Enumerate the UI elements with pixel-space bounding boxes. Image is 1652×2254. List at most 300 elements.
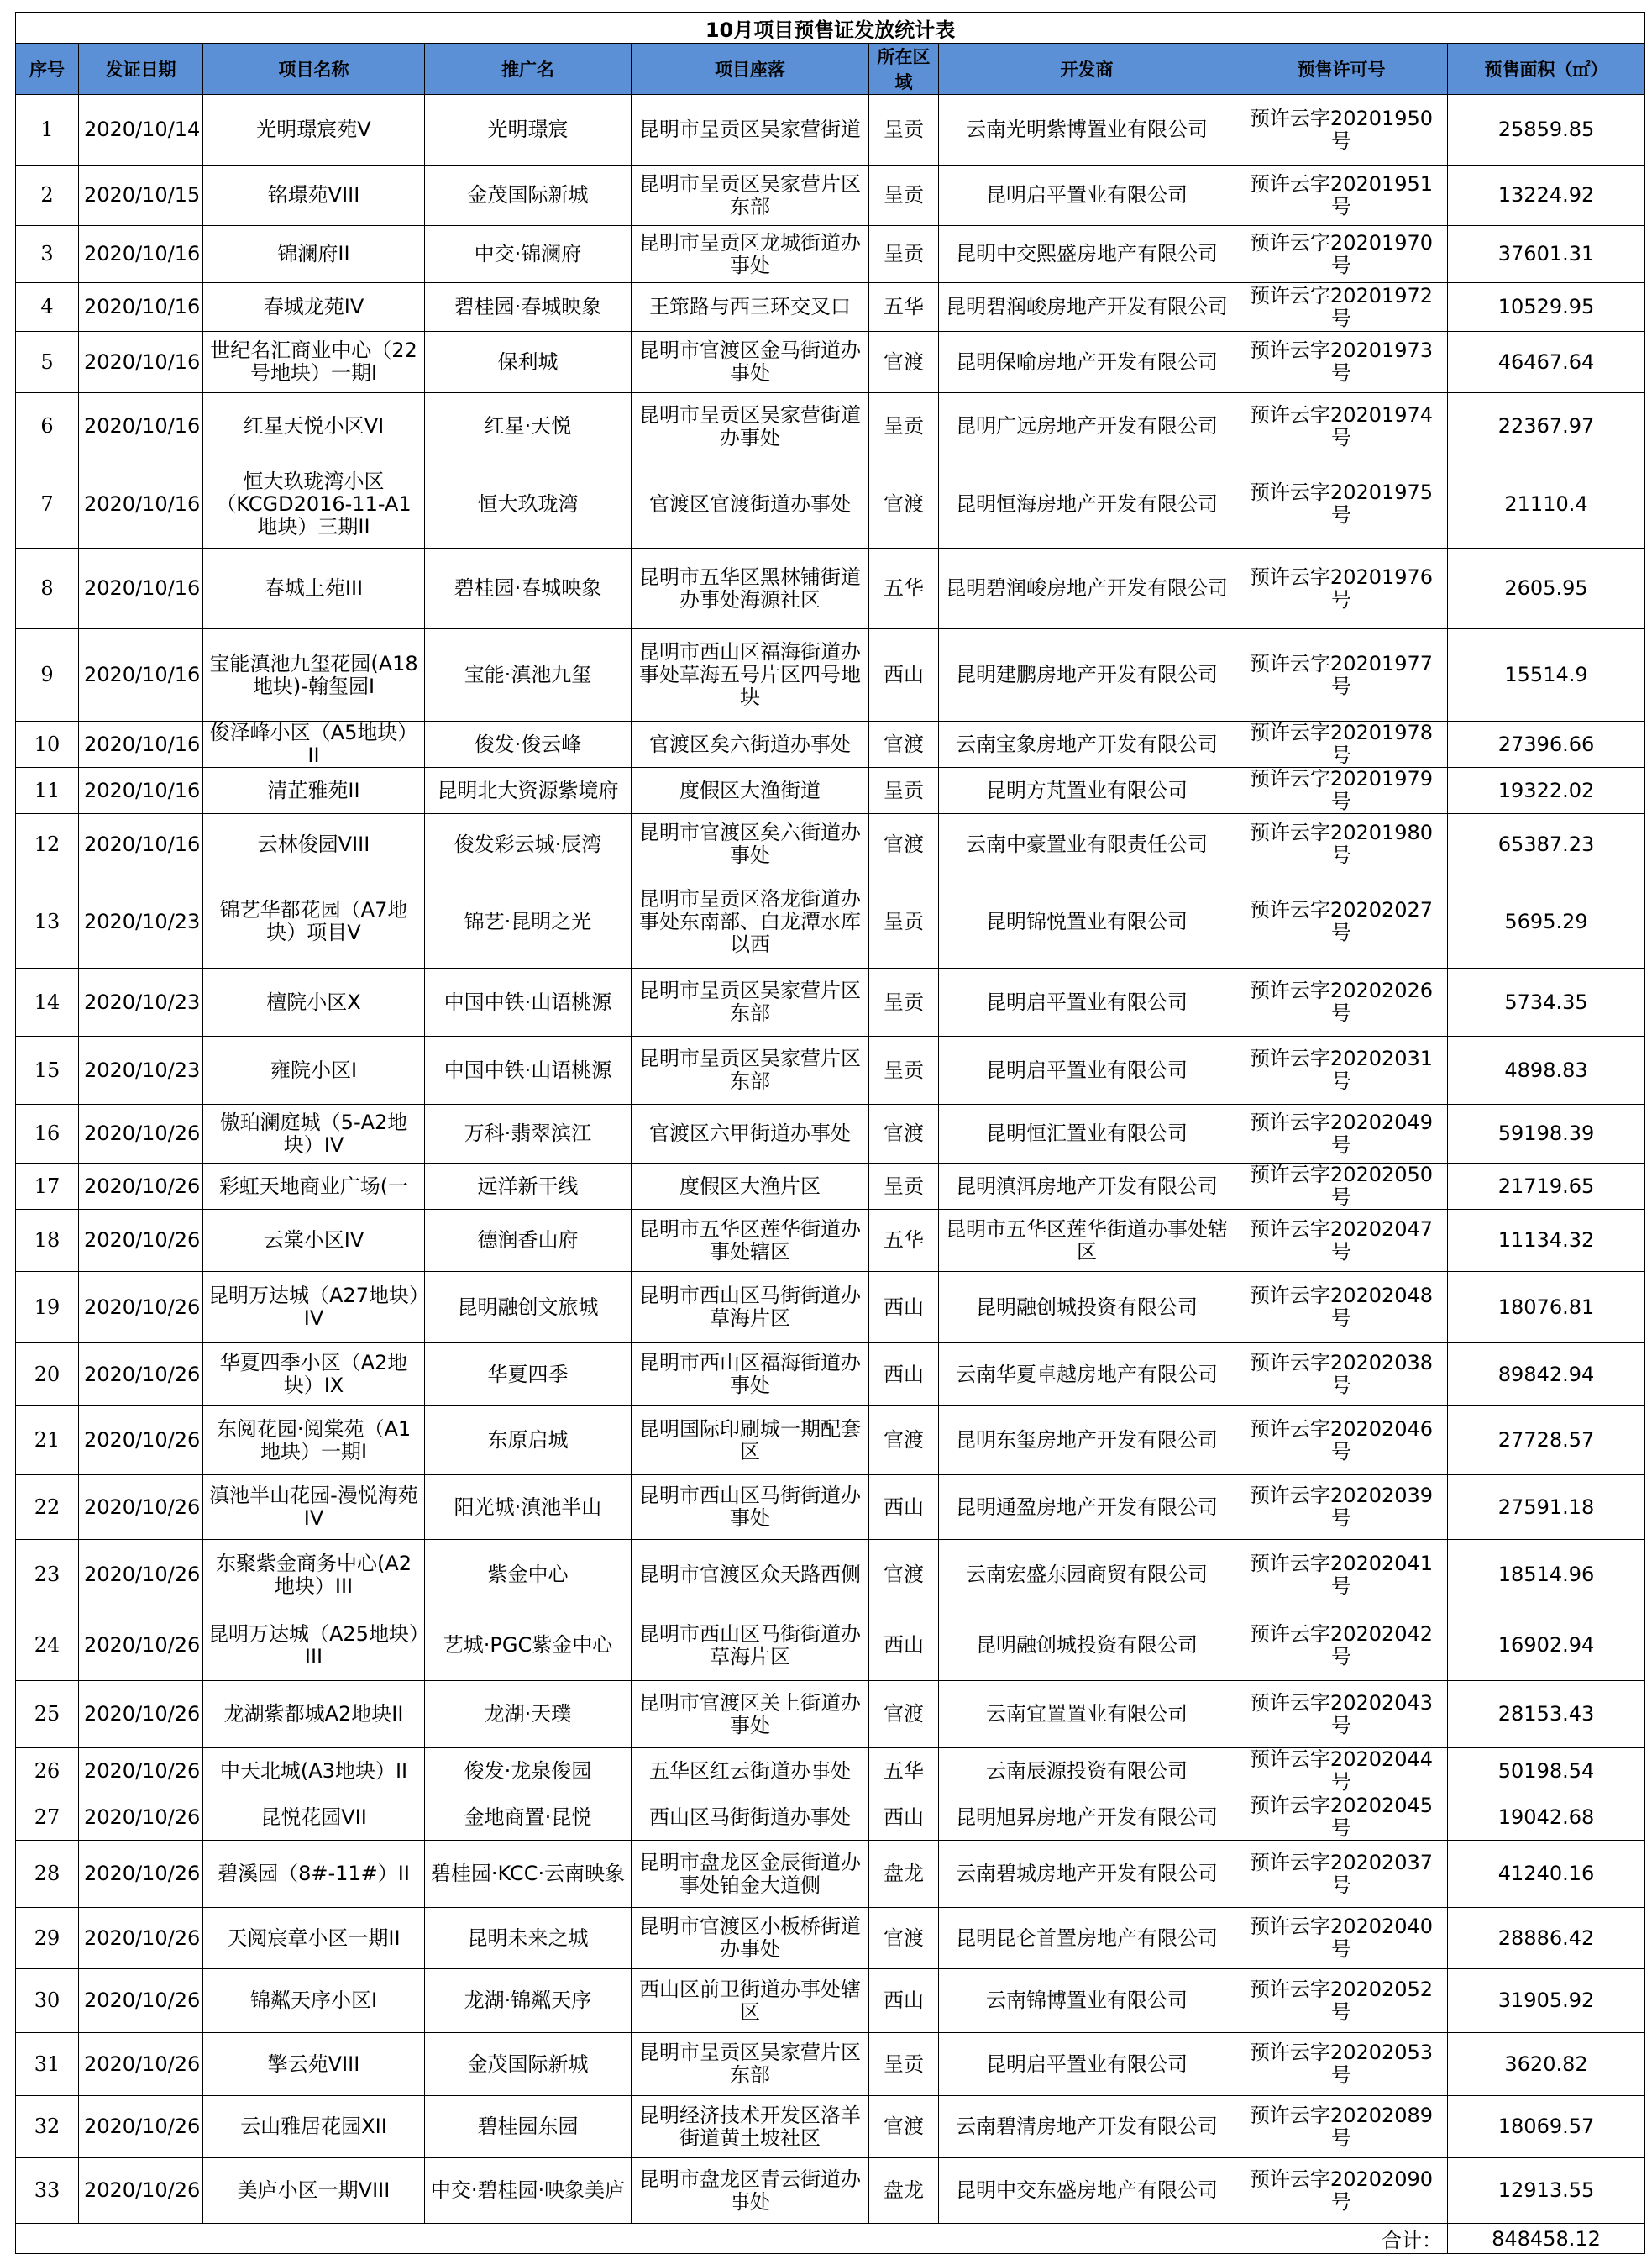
cell-project: 云林俊园VIII bbox=[203, 814, 425, 875]
cell-district: 官渡 bbox=[869, 814, 939, 875]
cell-brand: 德润香山府 bbox=[425, 1210, 632, 1272]
cell-area: 22367.97 bbox=[1448, 393, 1645, 460]
table-row bbox=[16, 1610, 1645, 1681]
cell-project: 锦澜府II bbox=[203, 226, 425, 283]
table-row bbox=[16, 1969, 1645, 2033]
table-row bbox=[16, 1037, 1645, 1105]
table-row bbox=[16, 722, 1645, 768]
cell-developer: 昆明市五华区莲华街道办事处辖区 bbox=[939, 1210, 1235, 1272]
cell-area: 3620.82 bbox=[1448, 2033, 1645, 2096]
cell-date: 2020/10/26 bbox=[79, 1794, 203, 1841]
cell-developer: 昆明旭昇房地产开发有限公司 bbox=[939, 1794, 1235, 1841]
cell-permit: 预许云字20202040号 bbox=[1235, 1908, 1448, 1969]
cell-district: 西山 bbox=[869, 1272, 939, 1343]
cell-date: 2020/10/26 bbox=[79, 1748, 203, 1794]
cell-permit: 预许云字20202039号 bbox=[1235, 1475, 1448, 1540]
cell-date: 2020/10/26 bbox=[79, 2158, 203, 2224]
header-cell-developer: 开发商 bbox=[939, 44, 1235, 95]
cell-no: 11 bbox=[16, 768, 79, 814]
cell-district: 官渡 bbox=[869, 332, 939, 393]
total-spacer bbox=[16, 2224, 939, 2254]
cell-location: 昆明市西山区马街街道办草海片区 bbox=[632, 1610, 869, 1681]
cell-brand: 俊发·龙泉俊园 bbox=[425, 1748, 632, 1794]
table-row bbox=[16, 768, 1645, 814]
cell-no: 3 bbox=[16, 226, 79, 283]
cell-project: 彩虹天地商业广场(一 bbox=[203, 1164, 425, 1210]
total-label: 合计： bbox=[1235, 2224, 1448, 2254]
cell-location: 昆明市呈贡区吴家营片区东部 bbox=[632, 2033, 869, 2096]
cell-developer: 昆明中交东盛房地产有限公司 bbox=[939, 2158, 1235, 2224]
cell-area: 5734.35 bbox=[1448, 969, 1645, 1037]
cell-no: 31 bbox=[16, 2033, 79, 2096]
cell-no: 22 bbox=[16, 1475, 79, 1540]
cell-brand: 远洋新干线 bbox=[425, 1164, 632, 1210]
cell-location: 昆明市西山区马街街道办草海片区 bbox=[632, 1272, 869, 1343]
cell-location: 王筇路与西三环交叉口 bbox=[632, 283, 869, 332]
cell-location: 昆明市官渡区金马街道办事处 bbox=[632, 332, 869, 393]
cell-brand: 中交·碧桂园·映象美庐 bbox=[425, 2158, 632, 2224]
cell-area: 65387.23 bbox=[1448, 814, 1645, 875]
statistics-sheet bbox=[15, 12, 1644, 2254]
cell-district: 五华 bbox=[869, 1748, 939, 1794]
cell-date: 2020/10/26 bbox=[79, 1210, 203, 1272]
cell-date: 2020/10/16 bbox=[79, 460, 203, 549]
cell-district: 官渡 bbox=[869, 2096, 939, 2158]
cell-district: 西山 bbox=[869, 1343, 939, 1406]
cell-permit: 预许云字20202049号 bbox=[1235, 1105, 1448, 1164]
cell-area: 2605.95 bbox=[1448, 549, 1645, 629]
cell-date: 2020/10/16 bbox=[79, 226, 203, 283]
cell-no: 33 bbox=[16, 2158, 79, 2224]
cell-brand: 阳光城·滇池半山 bbox=[425, 1475, 632, 1540]
cell-district: 五华 bbox=[869, 549, 939, 629]
cell-permit: 预许云字20202046号 bbox=[1235, 1406, 1448, 1475]
cell-project: 光明璟宸苑V bbox=[203, 95, 425, 166]
cell-developer: 昆明碧润峻房地产开发有限公司 bbox=[939, 283, 1235, 332]
table-row bbox=[16, 549, 1645, 629]
cell-area: 18514.96 bbox=[1448, 1540, 1645, 1610]
cell-area: 25859.85 bbox=[1448, 95, 1645, 166]
cell-developer: 昆明东玺房地产开发有限公司 bbox=[939, 1406, 1235, 1475]
cell-no: 18 bbox=[16, 1210, 79, 1272]
cell-permit: 预许云字20202043号 bbox=[1235, 1681, 1448, 1748]
cell-district: 呈贡 bbox=[869, 2033, 939, 2096]
cell-permit: 预许云字20202052号 bbox=[1235, 1969, 1448, 2033]
table-row bbox=[16, 332, 1645, 393]
cell-project: 春城上苑III bbox=[203, 549, 425, 629]
header-cell-date: 发证日期 bbox=[79, 44, 203, 95]
cell-project: 云棠小区IV bbox=[203, 1210, 425, 1272]
table-row bbox=[16, 1794, 1645, 1841]
cell-area: 16902.94 bbox=[1448, 1610, 1645, 1681]
cell-brand: 碧桂园·KCC·云南映象 bbox=[425, 1841, 632, 1908]
cell-no: 21 bbox=[16, 1406, 79, 1475]
header-cell-project: 项目名称 bbox=[203, 44, 425, 95]
cell-developer: 昆明广远房地产开发有限公司 bbox=[939, 393, 1235, 460]
cell-no: 28 bbox=[16, 1841, 79, 1908]
cell-project: 东聚紫金商务中心(A2地块）III bbox=[203, 1540, 425, 1610]
cell-developer: 云南中豪置业有限责任公司 bbox=[939, 814, 1235, 875]
cell-no: 26 bbox=[16, 1748, 79, 1794]
cell-developer: 云南宝象房地产开发有限公司 bbox=[939, 722, 1235, 768]
cell-date: 2020/10/26 bbox=[79, 1841, 203, 1908]
cell-permit: 预许云字20201951号 bbox=[1235, 166, 1448, 226]
cell-permit: 预许云字20202044号 bbox=[1235, 1748, 1448, 1794]
table-row bbox=[16, 1105, 1645, 1164]
cell-district: 官渡 bbox=[869, 1681, 939, 1748]
cell-permit: 预许云字20201977号 bbox=[1235, 629, 1448, 722]
presale-permit-table bbox=[15, 12, 1645, 2254]
cell-brand: 恒大玖珑湾 bbox=[425, 460, 632, 549]
cell-district: 官渡 bbox=[869, 1105, 939, 1164]
cell-date: 2020/10/14 bbox=[79, 95, 203, 166]
cell-no: 20 bbox=[16, 1343, 79, 1406]
cell-date: 2020/10/16 bbox=[79, 549, 203, 629]
cell-project: 宝能滇池九玺花园(A18地块)-翰玺园I bbox=[203, 629, 425, 722]
cell-area: 28153.43 bbox=[1448, 1681, 1645, 1748]
cell-date: 2020/10/23 bbox=[79, 1037, 203, 1105]
cell-location: 五华区红云街道办事处 bbox=[632, 1748, 869, 1794]
cell-no: 32 bbox=[16, 2096, 79, 2158]
table-row bbox=[16, 1210, 1645, 1272]
cell-date: 2020/10/23 bbox=[79, 875, 203, 969]
cell-district: 西山 bbox=[869, 629, 939, 722]
cell-project: 天阅宸章小区一期II bbox=[203, 1908, 425, 1969]
cell-location: 昆明市呈贡区吴家营片区东部 bbox=[632, 969, 869, 1037]
cell-district: 盘龙 bbox=[869, 1841, 939, 1908]
cell-location: 度假区大渔街道 bbox=[632, 768, 869, 814]
table-row bbox=[16, 1475, 1645, 1540]
cell-area: 18076.81 bbox=[1448, 1272, 1645, 1343]
cell-no: 5 bbox=[16, 332, 79, 393]
cell-area: 28886.42 bbox=[1448, 1908, 1645, 1969]
cell-district: 官渡 bbox=[869, 1540, 939, 1610]
cell-date: 2020/10/23 bbox=[79, 969, 203, 1037]
cell-developer: 昆明保喻房地产开发有限公司 bbox=[939, 332, 1235, 393]
total-value: 848458.12 bbox=[1448, 2224, 1645, 2254]
cell-location: 昆明市西山区马街街道办事处 bbox=[632, 1475, 869, 1540]
cell-district: 五华 bbox=[869, 283, 939, 332]
cell-date: 2020/10/26 bbox=[79, 1406, 203, 1475]
table-row bbox=[16, 2158, 1645, 2224]
cell-no: 19 bbox=[16, 1272, 79, 1343]
cell-permit: 预许云字20201972号 bbox=[1235, 283, 1448, 332]
table-row bbox=[16, 166, 1645, 226]
cell-area: 19042.68 bbox=[1448, 1794, 1645, 1841]
cell-area: 41240.16 bbox=[1448, 1841, 1645, 1908]
cell-district: 官渡 bbox=[869, 1908, 939, 1969]
cell-developer: 昆明昆仑首置房地产有限公司 bbox=[939, 1908, 1235, 1969]
cell-permit: 预许云字20202050号 bbox=[1235, 1164, 1448, 1210]
cell-district: 呈贡 bbox=[869, 1037, 939, 1105]
cell-permit: 预许云字20202090号 bbox=[1235, 2158, 1448, 2224]
cell-developer: 昆明启平置业有限公司 bbox=[939, 1037, 1235, 1105]
cell-location: 昆明市五华区黑林铺街道办事处海源社区 bbox=[632, 549, 869, 629]
cell-brand: 艺城·PGC紫金中心 bbox=[425, 1610, 632, 1681]
cell-date: 2020/10/26 bbox=[79, 1540, 203, 1610]
cell-project: 红星天悦小区VI bbox=[203, 393, 425, 460]
table-row bbox=[16, 814, 1645, 875]
cell-district: 官渡 bbox=[869, 722, 939, 768]
cell-permit: 预许云字20202048号 bbox=[1235, 1272, 1448, 1343]
cell-developer: 昆明融创城投资有限公司 bbox=[939, 1610, 1235, 1681]
header-cell-location: 项目座落 bbox=[632, 44, 869, 95]
cell-project: 恒大玖珑湾小区（KCGD2016-11-A1地块）三期II bbox=[203, 460, 425, 549]
cell-area: 89842.94 bbox=[1448, 1343, 1645, 1406]
cell-project: 滇池半山花园-漫悦海苑IV bbox=[203, 1475, 425, 1540]
table-row bbox=[16, 1343, 1645, 1406]
cell-no: 25 bbox=[16, 1681, 79, 1748]
cell-project: 华夏四季小区（A2地块）IX bbox=[203, 1343, 425, 1406]
cell-developer: 云南锦博置业有限公司 bbox=[939, 1969, 1235, 2033]
cell-permit: 预许云字20201973号 bbox=[1235, 332, 1448, 393]
cell-developer: 昆明融创城投资有限公司 bbox=[939, 1272, 1235, 1343]
cell-date: 2020/10/26 bbox=[79, 1969, 203, 2033]
cell-project: 昆悦花园VII bbox=[203, 1794, 425, 1841]
cell-no: 15 bbox=[16, 1037, 79, 1105]
cell-date: 2020/10/26 bbox=[79, 1343, 203, 1406]
cell-permit: 预许云字20202027号 bbox=[1235, 875, 1448, 969]
cell-brand: 昆明融创文旅城 bbox=[425, 1272, 632, 1343]
cell-project: 碧溪园（8#-11#）II bbox=[203, 1841, 425, 1908]
cell-brand: 碧桂园东园 bbox=[425, 2096, 632, 2158]
table-row bbox=[16, 1406, 1645, 1475]
cell-brand: 俊发·俊云峰 bbox=[425, 722, 632, 768]
cell-project: 锦粼天序小区I bbox=[203, 1969, 425, 2033]
cell-date: 2020/10/16 bbox=[79, 629, 203, 722]
cell-location: 度假区大渔片区 bbox=[632, 1164, 869, 1210]
cell-area: 13224.92 bbox=[1448, 166, 1645, 226]
cell-location: 昆明市西山区福海街道办事处草海五号片区四号地块 bbox=[632, 629, 869, 722]
cell-area: 46467.64 bbox=[1448, 332, 1645, 393]
cell-date: 2020/10/15 bbox=[79, 166, 203, 226]
table-row bbox=[16, 393, 1645, 460]
cell-district: 五华 bbox=[869, 1210, 939, 1272]
cell-area: 19322.02 bbox=[1448, 768, 1645, 814]
cell-location: 西山区前卫街道办事处辖区 bbox=[632, 1969, 869, 2033]
cell-location: 昆明市呈贡区吴家营片区东部 bbox=[632, 1037, 869, 1105]
cell-area: 50198.54 bbox=[1448, 1748, 1645, 1794]
cell-brand: 金茂国际新城 bbox=[425, 166, 632, 226]
cell-area: 31905.92 bbox=[1448, 1969, 1645, 2033]
table-row bbox=[16, 629, 1645, 722]
table-row bbox=[16, 969, 1645, 1037]
cell-location: 昆明经济技术开发区洛羊街道黄土坡社区 bbox=[632, 2096, 869, 2158]
table-row bbox=[16, 1681, 1645, 1748]
table-row bbox=[16, 1164, 1645, 1210]
cell-developer: 云南辰源投资有限公司 bbox=[939, 1748, 1235, 1794]
header-cell-permit: 预售许可号 bbox=[1235, 44, 1448, 95]
cell-project: 龙湖紫都城A2地块II bbox=[203, 1681, 425, 1748]
cell-date: 2020/10/26 bbox=[79, 1272, 203, 1343]
table-row bbox=[16, 283, 1645, 332]
cell-area: 15514.9 bbox=[1448, 629, 1645, 722]
cell-project: 擎云苑VIII bbox=[203, 2033, 425, 2096]
cell-developer: 昆明建鹏房地产开发有限公司 bbox=[939, 629, 1235, 722]
cell-no: 1 bbox=[16, 95, 79, 166]
cell-location: 昆明市呈贡区洛龙街道办事处东南部、白龙潭水库以西 bbox=[632, 875, 869, 969]
cell-developer: 昆明方芃置业有限公司 bbox=[939, 768, 1235, 814]
cell-date: 2020/10/16 bbox=[79, 768, 203, 814]
cell-developer: 昆明恒海房地产开发有限公司 bbox=[939, 460, 1235, 549]
cell-district: 西山 bbox=[869, 1969, 939, 2033]
header-cell-district: 所在区域 bbox=[869, 44, 939, 95]
table-row bbox=[16, 1908, 1645, 1969]
cell-date: 2020/10/16 bbox=[79, 814, 203, 875]
cell-brand: 光明璟宸 bbox=[425, 95, 632, 166]
header-row bbox=[16, 44, 1645, 95]
cell-date: 2020/10/26 bbox=[79, 2096, 203, 2158]
cell-brand: 碧桂园·春城映象 bbox=[425, 549, 632, 629]
cell-location: 昆明市西山区福海街道办事处 bbox=[632, 1343, 869, 1406]
cell-permit: 预许云字20202045号 bbox=[1235, 1794, 1448, 1841]
cell-location: 昆明市官渡区众天路西侧 bbox=[632, 1540, 869, 1610]
cell-district: 呈贡 bbox=[869, 226, 939, 283]
cell-no: 17 bbox=[16, 1164, 79, 1210]
cell-developer: 昆明锦悦置业有限公司 bbox=[939, 875, 1235, 969]
table-row bbox=[16, 1540, 1645, 1610]
cell-permit: 预许云字20202089号 bbox=[1235, 2096, 1448, 2158]
cell-brand: 中国中铁·山语桃源 bbox=[425, 1037, 632, 1105]
cell-developer: 昆明启平置业有限公司 bbox=[939, 166, 1235, 226]
cell-area: 59198.39 bbox=[1448, 1105, 1645, 1164]
cell-location: 官渡区矣六街道办事处 bbox=[632, 722, 869, 768]
header-cell-area: 预售面积（㎡） bbox=[1448, 44, 1645, 95]
header-cell-no: 序号 bbox=[16, 44, 79, 95]
cell-brand: 金地商置·昆悦 bbox=[425, 1794, 632, 1841]
cell-no: 6 bbox=[16, 393, 79, 460]
table-row bbox=[16, 875, 1645, 969]
cell-permit: 预许云字20202038号 bbox=[1235, 1343, 1448, 1406]
cell-area: 5695.29 bbox=[1448, 875, 1645, 969]
cell-area: 27396.66 bbox=[1448, 722, 1645, 768]
cell-location: 昆明市盘龙区金辰街道办事处铂金大道侧 bbox=[632, 1841, 869, 1908]
cell-permit: 预许云字20201976号 bbox=[1235, 549, 1448, 629]
cell-developer: 昆明通盈房地产开发有限公司 bbox=[939, 1475, 1235, 1540]
cell-district: 西山 bbox=[869, 1794, 939, 1841]
cell-permit: 预许云字20202041号 bbox=[1235, 1540, 1448, 1610]
cell-date: 2020/10/26 bbox=[79, 1610, 203, 1681]
cell-brand: 万科·翡翠滨江 bbox=[425, 1105, 632, 1164]
cell-project: 美庐小区一期VIII bbox=[203, 2158, 425, 2224]
cell-location: 昆明市呈贡区吴家营街道办事处 bbox=[632, 393, 869, 460]
cell-no: 9 bbox=[16, 629, 79, 722]
cell-developer: 云南宜置置业有限公司 bbox=[939, 1681, 1235, 1748]
cell-brand: 中交·锦澜府 bbox=[425, 226, 632, 283]
cell-permit: 预许云字20202053号 bbox=[1235, 2033, 1448, 2096]
cell-area: 27728.57 bbox=[1448, 1406, 1645, 1475]
cell-location: 昆明市五华区莲华街道办事处辖区 bbox=[632, 1210, 869, 1272]
cell-location: 西山区马街街道办事处 bbox=[632, 1794, 869, 1841]
cell-district: 西山 bbox=[869, 1475, 939, 1540]
cell-district: 西山 bbox=[869, 1610, 939, 1681]
cell-district: 盘龙 bbox=[869, 2158, 939, 2224]
cell-date: 2020/10/26 bbox=[79, 1164, 203, 1210]
table-row bbox=[16, 1841, 1645, 1908]
cell-project: 俊泽峰小区（A5地块）II bbox=[203, 722, 425, 768]
cell-project: 檀院小区X bbox=[203, 969, 425, 1037]
cell-area: 21719.65 bbox=[1448, 1164, 1645, 1210]
cell-brand: 俊发彩云城·辰湾 bbox=[425, 814, 632, 875]
cell-no: 10 bbox=[16, 722, 79, 768]
cell-permit: 预许云字20202042号 bbox=[1235, 1610, 1448, 1681]
cell-date: 2020/10/26 bbox=[79, 1105, 203, 1164]
cell-date: 2020/10/16 bbox=[79, 283, 203, 332]
cell-brand: 龙湖·天璞 bbox=[425, 1681, 632, 1748]
cell-date: 2020/10/26 bbox=[79, 2033, 203, 2096]
cell-brand: 锦艺·昆明之光 bbox=[425, 875, 632, 969]
cell-permit: 预许云字20201975号 bbox=[1235, 460, 1448, 549]
cell-developer: 昆明碧润峻房地产开发有限公司 bbox=[939, 549, 1235, 629]
cell-district: 呈贡 bbox=[869, 768, 939, 814]
cell-district: 呈贡 bbox=[869, 1164, 939, 1210]
cell-no: 23 bbox=[16, 1540, 79, 1610]
cell-project: 铭璟苑VIII bbox=[203, 166, 425, 226]
cell-developer: 昆明启平置业有限公司 bbox=[939, 969, 1235, 1037]
cell-location: 官渡区六甲街道办事处 bbox=[632, 1105, 869, 1164]
cell-project: 春城龙苑IV bbox=[203, 283, 425, 332]
cell-brand: 保利城 bbox=[425, 332, 632, 393]
cell-area: 37601.31 bbox=[1448, 226, 1645, 283]
cell-project: 中天北城(A3地块）II bbox=[203, 1748, 425, 1794]
cell-area: 18069.57 bbox=[1448, 2096, 1645, 2158]
cell-no: 7 bbox=[16, 460, 79, 549]
cell-project: 清芷雅苑II bbox=[203, 768, 425, 814]
header-cell-brand: 推广名 bbox=[425, 44, 632, 95]
cell-permit: 预许云字20201979号 bbox=[1235, 768, 1448, 814]
cell-developer: 云南宏盛东园商贸有限公司 bbox=[939, 1540, 1235, 1610]
cell-brand: 华夏四季 bbox=[425, 1343, 632, 1406]
cell-brand: 红星·天悦 bbox=[425, 393, 632, 460]
cell-district: 官渡 bbox=[869, 460, 939, 549]
cell-no: 8 bbox=[16, 549, 79, 629]
table-row bbox=[16, 226, 1645, 283]
table-row bbox=[16, 95, 1645, 166]
cell-area: 21110.4 bbox=[1448, 460, 1645, 549]
table-row bbox=[16, 2033, 1645, 2096]
cell-area: 27591.18 bbox=[1448, 1475, 1645, 1540]
cell-no: 27 bbox=[16, 1794, 79, 1841]
cell-district: 呈贡 bbox=[869, 393, 939, 460]
cell-location: 昆明市呈贡区吴家营片区东部 bbox=[632, 166, 869, 226]
cell-no: 24 bbox=[16, 1610, 79, 1681]
cell-project: 云山雅居花园XII bbox=[203, 2096, 425, 2158]
cell-no: 16 bbox=[16, 1105, 79, 1164]
cell-district: 呈贡 bbox=[869, 875, 939, 969]
cell-project: 雍院小区I bbox=[203, 1037, 425, 1105]
cell-brand: 东原启城 bbox=[425, 1406, 632, 1475]
cell-brand: 紫金中心 bbox=[425, 1540, 632, 1610]
cell-date: 2020/10/16 bbox=[79, 722, 203, 768]
cell-project: 昆明万达城（A27地块）IV bbox=[203, 1272, 425, 1343]
cell-brand: 中国中铁·山语桃源 bbox=[425, 969, 632, 1037]
cell-location: 昆明市官渡区关上街道办事处 bbox=[632, 1681, 869, 1748]
table-body bbox=[16, 95, 1645, 2224]
cell-area: 4898.83 bbox=[1448, 1037, 1645, 1105]
cell-no: 30 bbox=[16, 1969, 79, 2033]
total-row bbox=[16, 2224, 1645, 2254]
cell-date: 2020/10/16 bbox=[79, 393, 203, 460]
table-row bbox=[16, 460, 1645, 549]
cell-no: 13 bbox=[16, 875, 79, 969]
cell-developer: 昆明滇洱房地产开发有限公司 bbox=[939, 1164, 1235, 1210]
cell-location: 官渡区官渡街道办事处 bbox=[632, 460, 869, 549]
cell-developer: 昆明恒汇置业有限公司 bbox=[939, 1105, 1235, 1164]
cell-developer: 云南碧清房地产开发有限公司 bbox=[939, 2096, 1235, 2158]
cell-district: 呈贡 bbox=[869, 166, 939, 226]
cell-date: 2020/10/26 bbox=[79, 1908, 203, 1969]
cell-permit: 预许云字20202026号 bbox=[1235, 969, 1448, 1037]
